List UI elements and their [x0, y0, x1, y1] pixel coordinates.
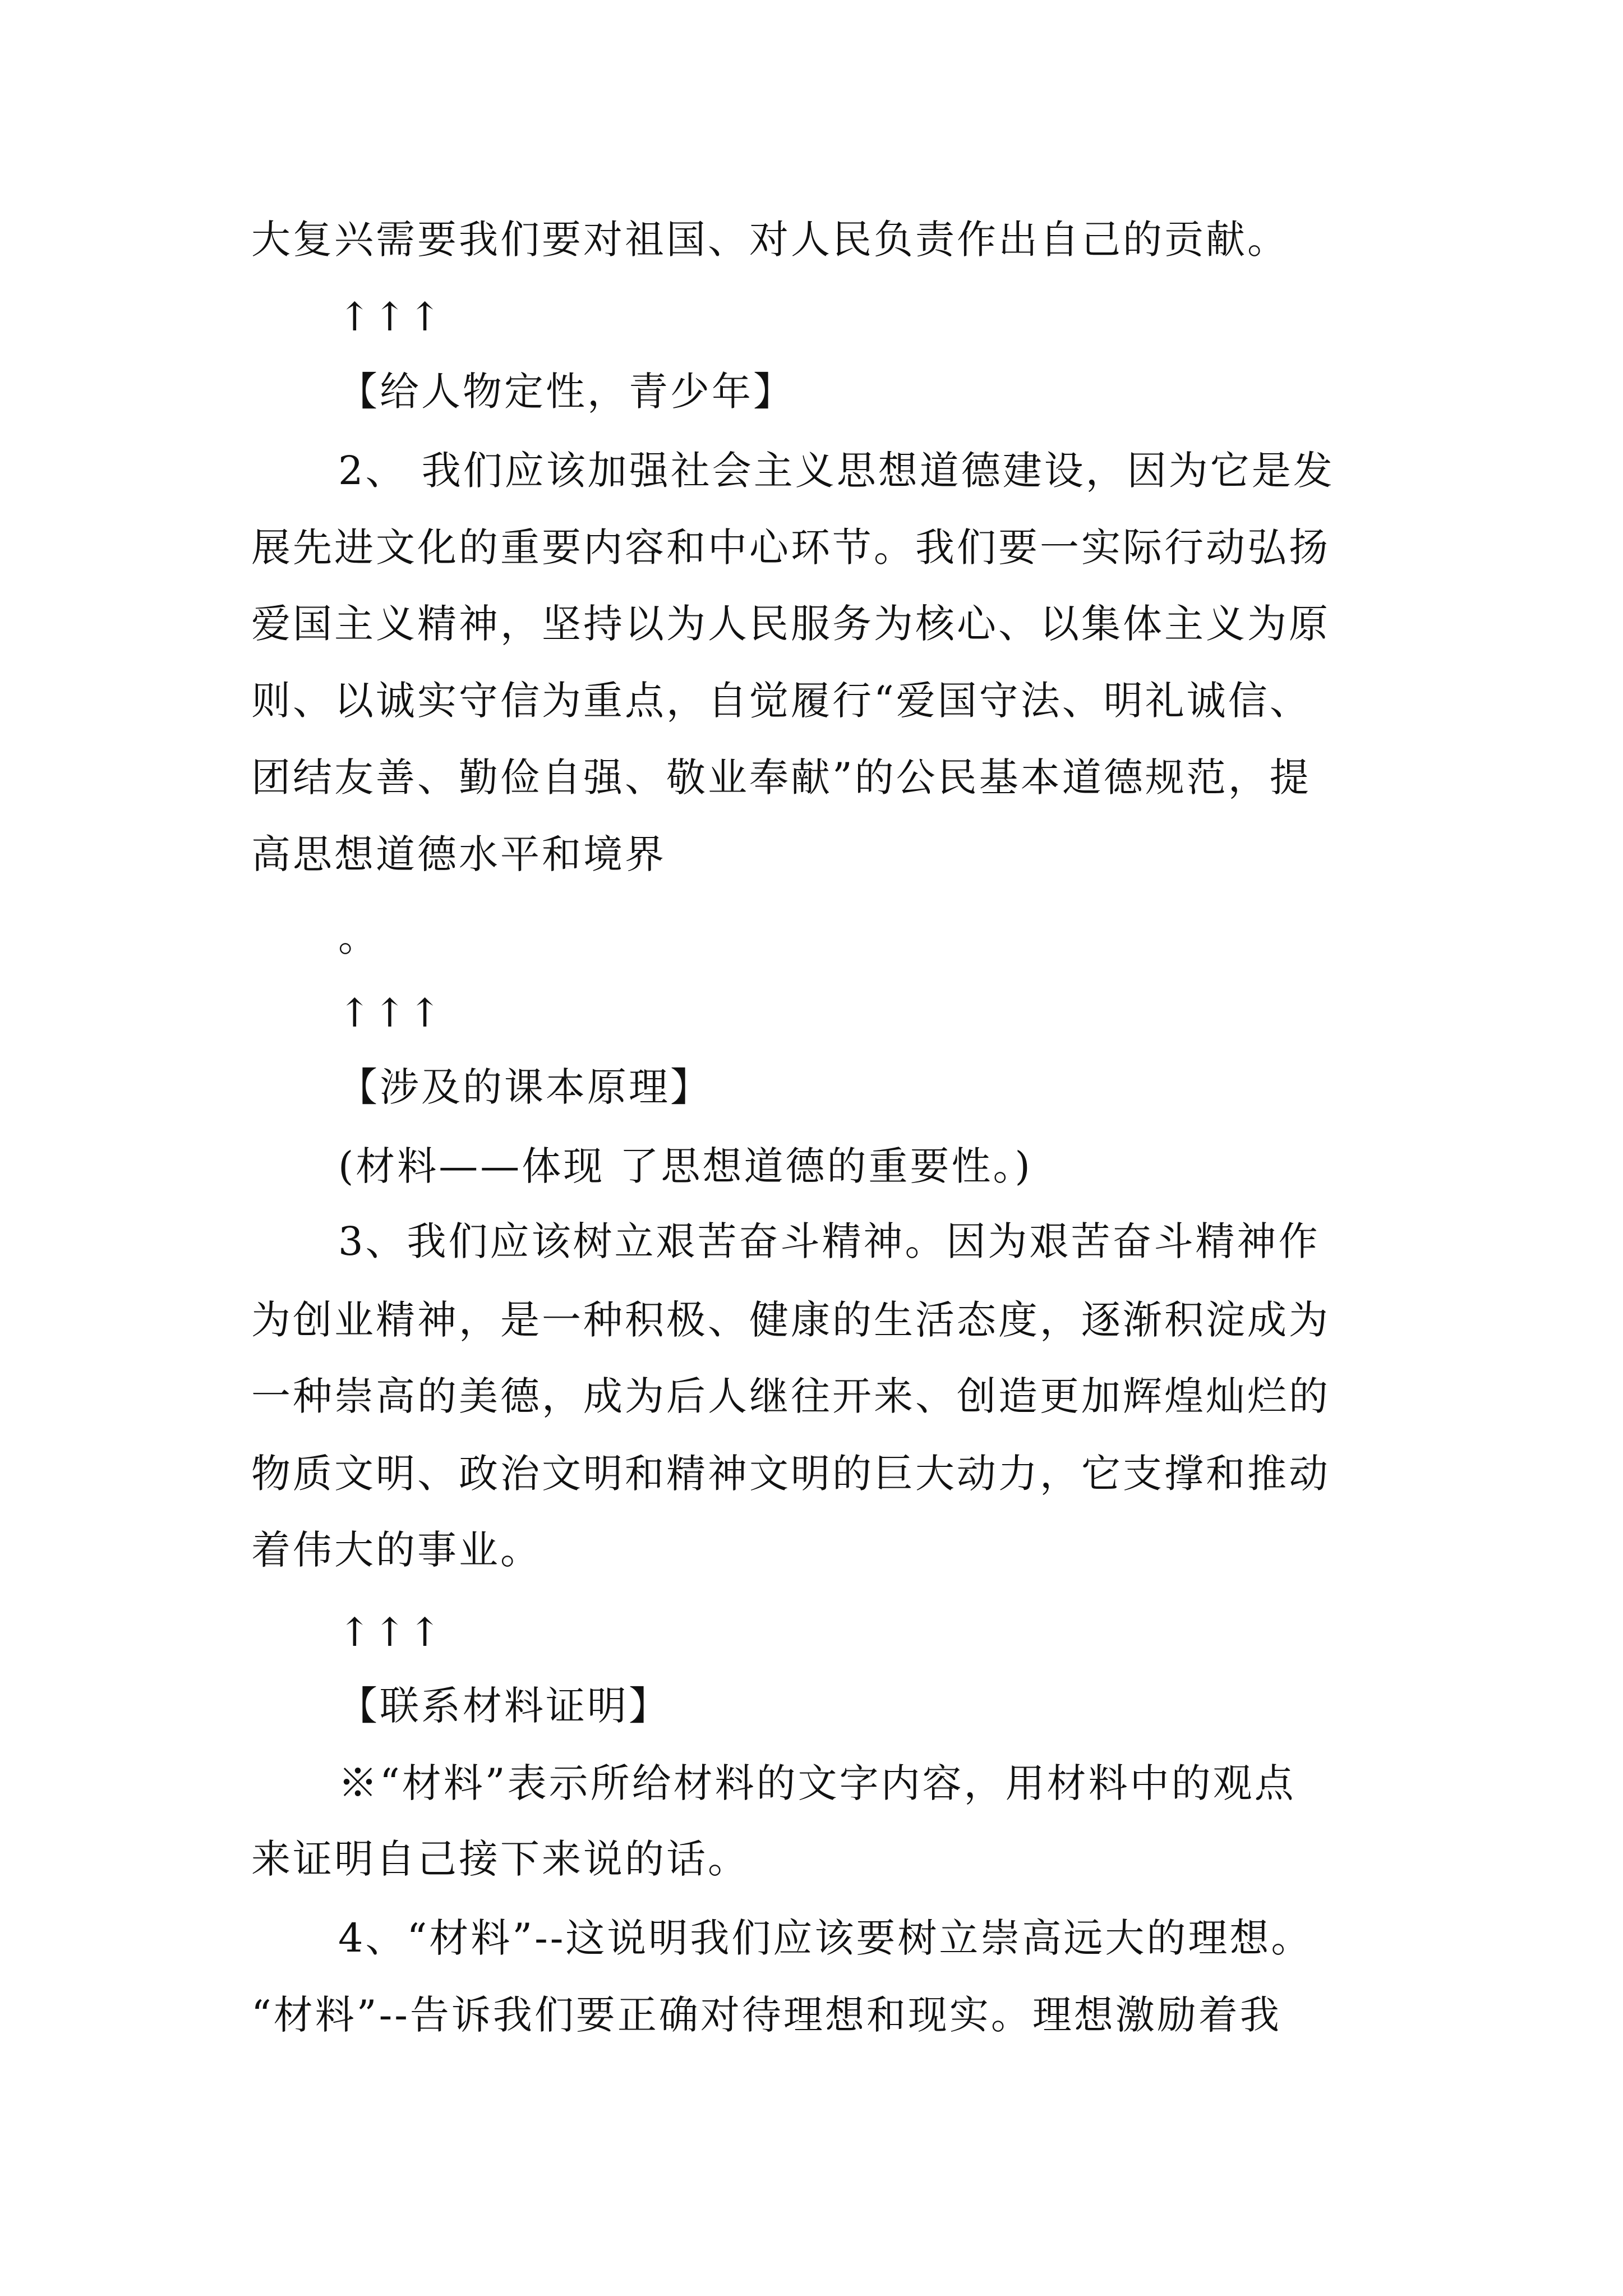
text-line-14: ※“材料”表示所给材料的文字内容，用材料中的观点 [338, 1760, 1296, 1806]
label-line-2: 【涉及的课本原理】 [338, 1064, 712, 1110]
arrow-line-2: ↑↑↑ [338, 990, 444, 1036]
text-line-12: 物质文明、政治文明和精神文明的巨大动力，它支撑和推动 [251, 1451, 1330, 1497]
label-line-1: 【给人物定性，青少年】 [338, 369, 795, 415]
text-line-4: 爱国主义精神，坚持以为人民服务为核心、以集体主义为原 [251, 601, 1330, 647]
text-line-7: 高思想道德水平和境界 [251, 831, 666, 877]
text-line-3: 展先进文化的重要内容和中心环节。我们要一实际行动弘扬 [251, 524, 1330, 570]
text-line-6: 团结友善、勤俭自强、敬业奉献”的公民基本道德规范，提 [251, 754, 1311, 800]
text-line-8: (材料——体现 了思想道德的重要性。) [338, 1143, 1032, 1189]
text-line-11: 一种崇高的美德，成为后人继往开来、创造更加辉煌灿烂的 [251, 1373, 1330, 1419]
text-line-2: 2、 我们应该加强社会主义思想道德建设，因为它是发 [338, 448, 1335, 494]
label-line-3: 【联系材料证明】 [338, 1683, 670, 1729]
text-line-15: 来证明自己接下来说的话。 [251, 1836, 749, 1882]
text-line-16: 4、“材料”--这说明我们应该要树立崇高远大的理想。 [338, 1915, 1313, 1961]
arrow-line-1: ↑↑↑ [338, 294, 444, 340]
text-line-17: “材料”--告诉我们要正确对待理想和现实。理想激励着我 [251, 1992, 1281, 2038]
text-line-13: 着伟大的事业。 [251, 1527, 542, 1573]
text-line-1: 大复兴需要我们要对祖国、对人民负责作出自己的贡献。 [251, 217, 1289, 263]
text-line-5: 则、以诚实守信为重点，自觉履行“爱国守法、明礼诚信、 [251, 678, 1311, 724]
arrow-line-3: ↑↑↑ [338, 1609, 444, 1655]
period-line: 。 [338, 914, 380, 960]
text-line-9: 3、我们应该树立艰苦奋斗精神。因为艰苦奋斗精神作 [338, 1218, 1320, 1264]
text-line-10: 为创业精神，是一种积极、健康的生活态度，逐渐积淀成为 [251, 1297, 1330, 1343]
